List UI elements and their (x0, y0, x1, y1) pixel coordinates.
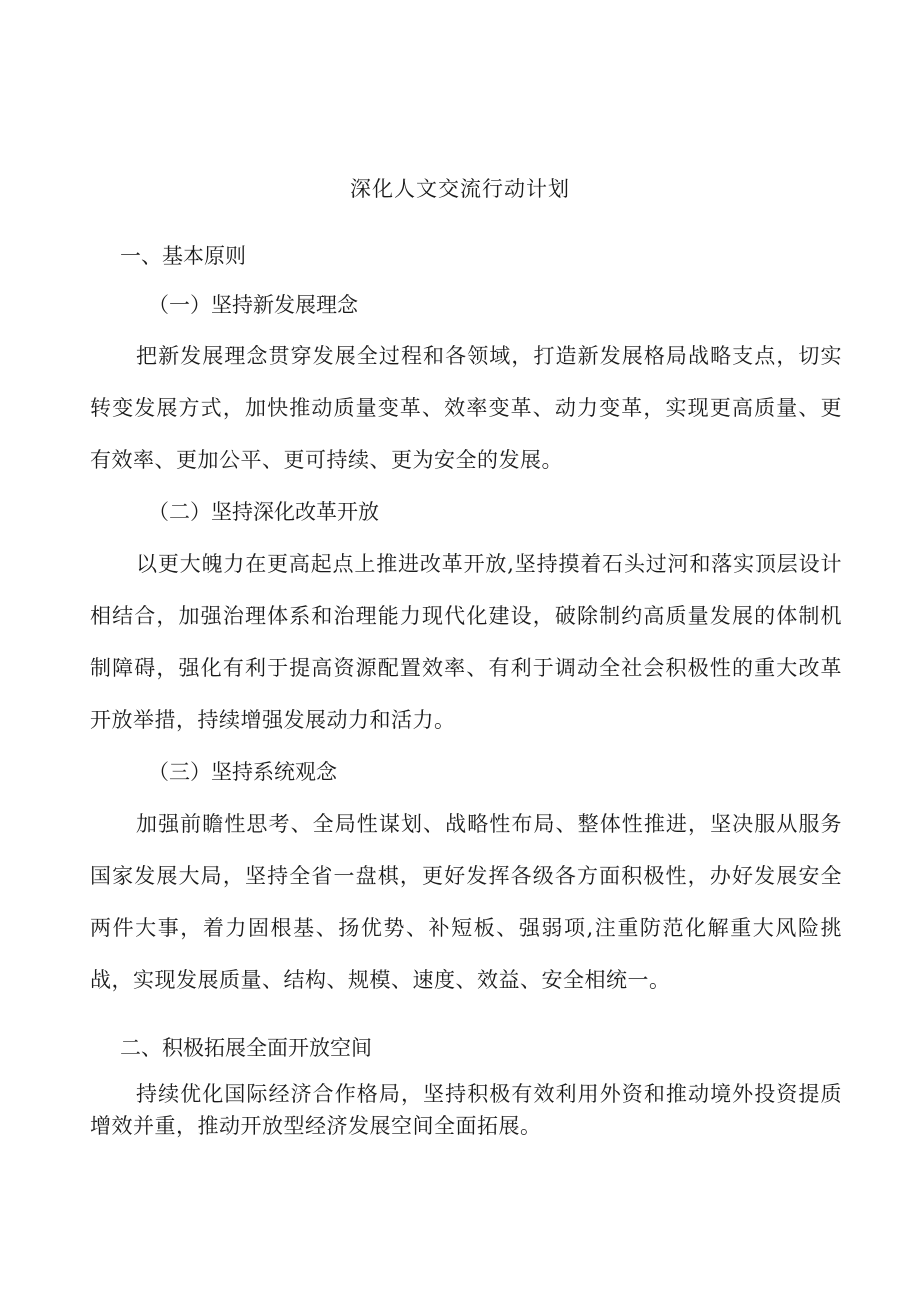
paragraph-reform-opening: 以更大魄力在更高起点上推进改革开放,坚持摸着石头过河和落实顶层设计相结合，加强治理体系和治理能力现代化建设，破除制约高质量发展的体制机制障碍，强化有利于提高资源配置效率、有利于调动全社会积极性的重大改革开放举措，持续增强发展动力和活力。 (90, 552, 842, 732)
paragraph-open-space: 持续优化国际经济合作格局，坚持积极有效利用外资和推动境外投资提质增效并重，推动开放型经济发展空间全面拓展。 (90, 1082, 842, 1138)
paragraph-new-development: 把新发展理念贯穿发展全过程和各领域，打造新发展格局战略支点，切实转变发展方式，加快推动质量变革、效率变革、动力变革，实现更高质量、更有效率、更加公平、更可持续、更为安全的发展。 (90, 344, 842, 472)
paragraph-system-concept: 加强前瞻性思考、全局性谋划、战略性布局、整体性推进，坚决服从服务国家发展大局，坚持全省一盘棋，更好发挥各级各方面积极性，办好发展安全两件大事，着力固根基、扬优势、补短板、强弱项,注重防范化解重大风险挑战，实现发展质量、结构、规模、速度、效益、安全相统一。 (90, 812, 842, 992)
subsection-heading-new-development: （一）坚持新发展理念 (148, 293, 358, 317)
subsection-heading-reform-opening: （二）坚持深化改革开放 (148, 500, 379, 524)
section-heading-open-space: 二、积极拓展全面开放空间 (120, 1036, 372, 1060)
subsection-heading-system-concept: （三）坚持系统观念 (148, 760, 337, 784)
document-title: 深化人文交流行动计划 (350, 177, 570, 201)
section-heading-basic-principles: 一、基本原则 (120, 244, 246, 268)
